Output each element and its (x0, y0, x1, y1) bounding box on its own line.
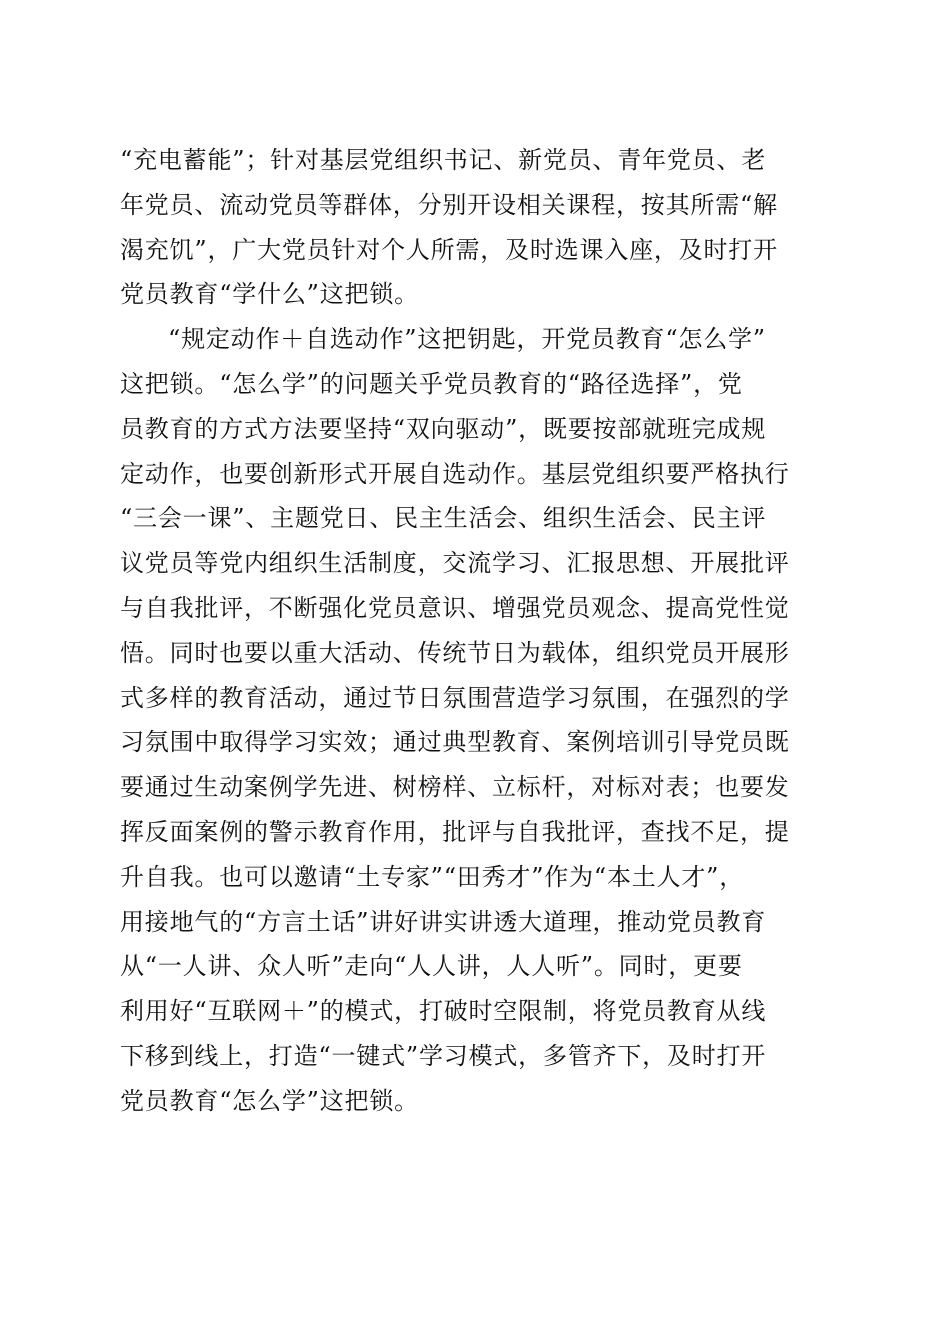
paragraph-line: “充电蓄能”；针对基层党组织书记、新党员、青年党员、老 (120, 146, 767, 174)
paragraph-line: 与自我批评，不断强化党员意识、增强党员观念、提高党性觉 (120, 593, 790, 622)
paragraph-line: 党员教育“学什么”这把锁。 (120, 280, 419, 309)
paragraph-line: “规定动作＋自选动作”这把钥匙，开党员教育“怎么学” (168, 325, 766, 354)
paragraph-line: 升自我。也可以邀请“土专家”“田秀才”作为“本土人才”， (120, 862, 745, 891)
document-body (120, 138, 830, 1124)
paragraph-line: 要通过生动案例学先进、树榜样、立标杆，对标对表；也要发 (120, 773, 790, 802)
paragraph-line: 悟。同时也要以重大活动、传统节日为载体，组织党员开展形 (120, 638, 790, 667)
paragraph-line: 下移到线上，打造“一键式”学习模式，多管齐下，及时打开 (120, 1041, 767, 1070)
paragraph-line: 利用好“互联网＋”的模式，打破时空限制，将党员教育从线 (120, 997, 767, 1026)
paragraph-2 (120, 317, 830, 1123)
paragraph-1 (120, 138, 830, 317)
paragraph-line: 这把锁。“怎么学”的问题关乎党员教育的“路径选择”，党 (120, 369, 743, 398)
paragraph-line: 党员教育“怎么学”这把锁。 (120, 1086, 419, 1115)
paragraph-line: 挥反面案例的警示教育作用，批评与自我批评，查找不足，提 (120, 817, 790, 846)
paragraph-line: 年党员、流动党员等群体，分别开设相关课程，按其所需“解 (120, 190, 778, 219)
paragraph-line: “三会一课”、主题党日、民主生活会、组织生活会、民主评 (120, 504, 767, 533)
paragraph-line: 渴充饥”，广大党员针对个人所需，及时选课入座，及时打开 (120, 235, 778, 264)
paragraph-line: 从“一人讲、众人听”走向“人人讲，人人听”。同时，更要 (120, 952, 743, 981)
paragraph-line: 议党员等党内组织生活制度，交流学习、汇报思想、开展批评 (120, 549, 790, 578)
paragraph-line: 习氛围中取得学习实效；通过典型教育、案例培训引导党员既 (120, 728, 790, 757)
paragraph-line: 式多样的教育活动，通过节日氛围营造学习氛围，在强烈的学 (120, 683, 790, 712)
paragraph-line: 员教育的方式方法要坚持“双向驱动”，既要按部就班完成规 (120, 414, 767, 443)
paragraph-line: 用接地气的“方言土话”讲好讲实讲透大道理，推动党员教育 (120, 907, 767, 936)
paragraph-line: 定动作，也要创新形式开展自选动作。基层党组织要严格执行 (120, 459, 790, 488)
